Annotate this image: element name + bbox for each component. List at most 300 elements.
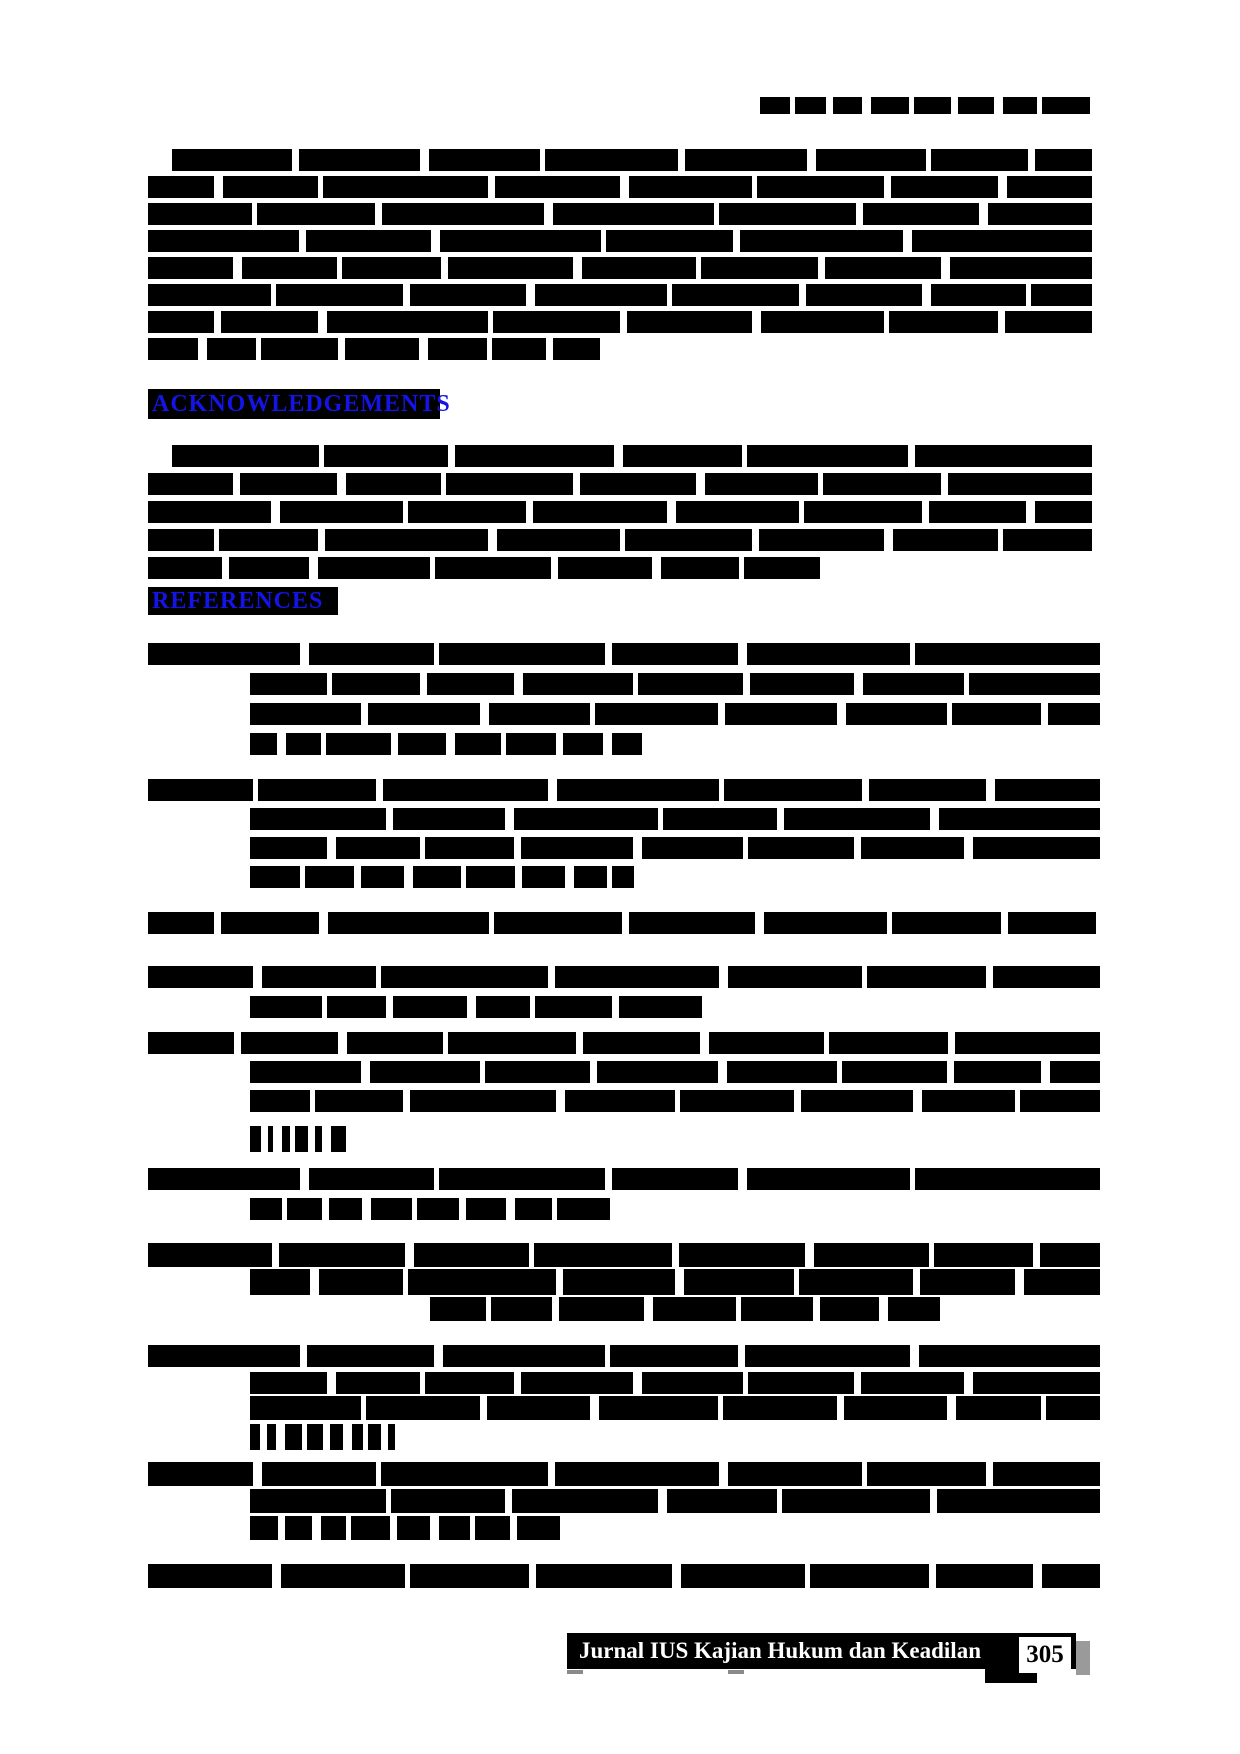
redaction-gap <box>1001 911 1008 935</box>
redaction-gap <box>739 556 744 580</box>
redaction-gap <box>612 995 619 1019</box>
redaction-gap <box>327 672 332 696</box>
redaction-gap <box>556 1268 563 1296</box>
redaction-gap <box>910 642 915 666</box>
redaction-gap <box>926 148 931 172</box>
redaction-gap <box>998 310 1005 334</box>
redaction-gap <box>854 1371 861 1395</box>
redaction-gap <box>544 202 553 226</box>
redaction-gap <box>777 807 784 831</box>
redaction-gap <box>214 911 221 935</box>
redaction-gap <box>403 500 408 524</box>
redaction-gap <box>947 702 952 726</box>
redaction-gap <box>696 256 701 280</box>
redaction-gap <box>488 310 493 334</box>
redaction-gap <box>622 911 629 935</box>
redacted-line-intro-paragraph <box>148 284 1092 306</box>
redacted-line-acknowledgements-paragraph <box>148 473 1092 495</box>
redaction-gap <box>743 1371 748 1395</box>
redaction-gap <box>941 472 948 496</box>
redaction-gap <box>391 732 398 756</box>
redaction-gap <box>887 911 892 935</box>
redaction-gap <box>743 672 750 696</box>
footer-shadow <box>1076 1641 1090 1675</box>
redaction-gap <box>929 1563 936 1589</box>
redaction-gap <box>546 337 553 361</box>
page-number-box <box>1019 1637 1071 1673</box>
redaction-gap <box>322 995 327 1019</box>
redacted-line-reference-entry-9 <box>250 1516 560 1540</box>
redacted-line-reference-entry-5 <box>148 1032 1100 1054</box>
redaction-gap <box>273 1125 282 1153</box>
redaction-gap <box>1033 1563 1042 1589</box>
redaction-gap <box>794 1089 801 1113</box>
redaction-gap <box>548 1461 555 1487</box>
redaction-gap <box>214 175 223 199</box>
redacted-line-intro-paragraph <box>148 338 600 360</box>
redaction-gap <box>487 337 492 361</box>
redaction-gap <box>565 865 574 889</box>
redaction-gap <box>607 865 612 889</box>
redacted-line-acknowledgements-paragraph <box>172 445 1092 467</box>
redaction-gap <box>252 202 257 226</box>
redaction-gap <box>319 444 324 468</box>
redaction-gap <box>430 556 435 580</box>
redaction-gap <box>461 865 466 889</box>
redacted-line-running-header <box>760 97 1090 114</box>
redaction-gap <box>837 1395 844 1421</box>
redaction-gap <box>510 1515 517 1541</box>
redaction-gap <box>675 1089 680 1113</box>
redaction-gap <box>1041 702 1048 726</box>
redaction-gap <box>310 1089 315 1113</box>
redaction-gap <box>552 1197 557 1221</box>
redaction-gap <box>376 778 383 802</box>
redaction-gap <box>590 702 595 726</box>
redaction-gap <box>501 732 506 756</box>
redaction-gap <box>327 836 336 860</box>
redaction-gap <box>403 1268 408 1296</box>
redaction-gap <box>620 528 625 552</box>
print-artifact <box>567 1670 583 1674</box>
redaction-gap <box>930 1488 937 1514</box>
redaction-gap <box>986 965 993 989</box>
redacted-line-reference-entry-6 <box>250 1198 610 1220</box>
redaction-gap <box>434 642 439 666</box>
redaction-gap <box>672 1242 679 1268</box>
redaction-gap <box>620 175 629 199</box>
redaction-gap <box>633 836 642 860</box>
redaction-gap <box>862 965 867 989</box>
print-artifact <box>728 1670 744 1674</box>
redaction-gap <box>321 732 326 756</box>
redacted-line-reference-entry-5 <box>250 1061 1100 1083</box>
redaction-gap <box>862 96 871 115</box>
acknowledgements-heading: ACKNOWLEDGEMENTS <box>148 389 440 419</box>
redaction-gap <box>590 1395 599 1421</box>
redaction-gap <box>752 175 757 199</box>
redaction-gap <box>799 283 806 307</box>
redacted-line-reference-entry-8 <box>250 1372 1100 1394</box>
redacted-line-reference-entry-8 <box>250 1424 395 1450</box>
redaction-gap <box>913 1268 920 1296</box>
journal-title: Jurnal IUS Kajian Hukum dan Keadilan <box>579 1638 981 1663</box>
redaction-gap <box>964 672 969 696</box>
redaction-gap <box>818 256 825 280</box>
redaction-gap <box>620 310 627 334</box>
redaction-gap <box>605 642 612 666</box>
redaction-gap <box>605 1167 612 1191</box>
footer-journal-bar <box>567 1633 1076 1669</box>
redacted-line-reference-entry-1 <box>250 703 1100 725</box>
redaction-gap <box>994 96 1003 115</box>
redaction-gap <box>529 1242 534 1268</box>
redaction-gap <box>794 1268 799 1296</box>
redaction-gap <box>441 256 448 280</box>
redaction-gap <box>922 283 931 307</box>
redaction-gap <box>282 1197 287 1221</box>
redaction-gap <box>548 965 555 989</box>
redaction-gap <box>514 836 521 860</box>
redaction-gap <box>515 865 522 889</box>
redaction-gap <box>678 148 685 172</box>
redaction-gap <box>947 1060 954 1084</box>
redaction-gap <box>718 702 725 726</box>
redaction-gap <box>813 1296 820 1322</box>
redaction-gap <box>551 556 558 580</box>
redaction-gap <box>361 1395 366 1421</box>
redaction-gap <box>300 865 305 889</box>
redacted-line-reference-entry-2 <box>250 808 1100 830</box>
redaction-gap <box>253 965 262 989</box>
redaction-gap <box>633 672 638 696</box>
redaction-gap <box>884 528 893 552</box>
redaction-gap <box>948 1031 955 1055</box>
redacted-line-intro-paragraph <box>148 176 1092 198</box>
redaction-gap <box>696 472 705 496</box>
redacted-line-reference-entry-1 <box>250 733 642 755</box>
redaction-gap <box>675 1268 684 1296</box>
redaction-gap <box>667 283 672 307</box>
redaction-gap <box>386 995 393 1019</box>
redacted-line-acknowledgements-paragraph <box>148 529 1092 551</box>
redacted-line-reference-entry-7 <box>250 1269 1100 1295</box>
redaction-gap <box>603 732 612 756</box>
redaction-gap <box>480 702 489 726</box>
redacted-line-intro-paragraph <box>148 230 1092 252</box>
redacted-line-reference-entry-4 <box>148 966 1100 988</box>
redacted-line-reference-entry-2 <box>250 866 634 888</box>
redaction-gap <box>672 1563 681 1589</box>
redacted-line-acknowledgements-paragraph <box>148 557 820 579</box>
redacted-line-acknowledgements-paragraph <box>148 501 1092 523</box>
redaction-gap <box>862 1461 867 1487</box>
redacted-line-reference-entry-4 <box>250 996 702 1018</box>
redaction-gap <box>1041 1060 1050 1084</box>
redaction-gap <box>733 229 740 253</box>
redaction-gap <box>573 256 582 280</box>
redaction-gap <box>903 229 912 253</box>
redaction-gap <box>338 1031 347 1055</box>
redaction-gap <box>420 672 427 696</box>
redacted-line-intro-paragraph <box>172 149 1092 171</box>
redaction-gap <box>312 1515 321 1541</box>
redaction-gap <box>540 148 545 172</box>
redaction-gap <box>805 1242 814 1268</box>
redacted-line-reference-entry-9 <box>250 1489 1100 1513</box>
redaction-gap <box>420 148 429 172</box>
redaction-gap <box>913 1089 922 1113</box>
redaction-gap <box>505 1488 512 1514</box>
redaction-gap <box>343 1423 352 1451</box>
redaction-gap <box>601 229 606 253</box>
redaction-gap <box>526 500 533 524</box>
redaction-gap <box>276 1423 285 1451</box>
redaction-gap <box>430 1515 439 1541</box>
redaction-gap <box>419 337 428 361</box>
redaction-gap <box>405 1563 410 1589</box>
redaction-gap <box>300 1344 307 1368</box>
redaction-gap <box>1028 148 1035 172</box>
redacted-line-reference-entry-8 <box>148 1345 1100 1367</box>
redaction-gap <box>319 911 328 935</box>
redaction-gap <box>862 778 869 802</box>
redaction-gap <box>337 472 346 496</box>
redaction-gap <box>998 175 1007 199</box>
redaction-gap <box>556 732 563 756</box>
redaction-gap <box>738 642 747 666</box>
redaction-gap <box>884 310 889 334</box>
redaction-gap <box>854 836 861 860</box>
redacted-line-reference-entry-5 <box>250 1126 346 1152</box>
redaction-gap <box>434 1167 439 1191</box>
redaction-gap <box>292 148 299 172</box>
redaction-gap <box>405 1242 414 1268</box>
redacted-line-reference-entry-1 <box>250 673 1100 695</box>
redaction-gap <box>986 778 995 802</box>
redaction-gap <box>403 283 410 307</box>
redaction-gap <box>719 965 728 989</box>
redaction-gap <box>278 1515 285 1541</box>
redaction-gap <box>505 807 514 831</box>
redaction-gap <box>362 1197 371 1221</box>
redaction-gap <box>361 702 368 726</box>
redaction-gap <box>941 256 950 280</box>
redaction-gap <box>386 807 393 831</box>
redaction-gap <box>700 1031 709 1055</box>
redaction-gap <box>738 1167 747 1191</box>
redaction-gap <box>308 1125 315 1153</box>
redaction-gap <box>318 528 325 552</box>
redaction-gap <box>964 1371 973 1395</box>
redaction-gap <box>318 175 323 199</box>
redaction-gap <box>480 1395 487 1421</box>
redaction-gap <box>658 1488 667 1514</box>
redaction-gap <box>910 1167 915 1191</box>
redaction-gap <box>658 807 663 831</box>
redaction-gap <box>777 1488 782 1514</box>
redaction-gap <box>879 1296 888 1322</box>
redaction-gap <box>412 1197 417 1221</box>
redaction-gap <box>346 1515 351 1541</box>
redaction-gap <box>480 1060 485 1084</box>
redaction-gap <box>322 1125 331 1153</box>
redaction-gap <box>261 1125 268 1153</box>
redaction-gap <box>719 778 724 802</box>
redaction-gap <box>752 528 759 552</box>
redaction-gap <box>488 528 497 552</box>
redaction-gap <box>837 1060 842 1084</box>
redaction-gap <box>271 283 276 307</box>
redaction-gap <box>909 96 914 115</box>
redacted-line-intro-paragraph <box>148 311 1092 333</box>
redaction-gap <box>272 1563 281 1589</box>
redaction-gap <box>253 1461 262 1487</box>
redaction-gap <box>253 778 258 802</box>
redaction-gap <box>1037 96 1042 115</box>
redacted-line-reference-entry-2 <box>148 779 1100 801</box>
redaction-gap <box>922 500 929 524</box>
redaction-gap <box>576 1031 583 1055</box>
redaction-gap <box>310 1268 319 1296</box>
redaction-gap <box>272 1242 279 1268</box>
redaction-gap <box>420 1371 425 1395</box>
redaction-gap <box>376 965 381 989</box>
redaction-gap <box>486 1296 491 1322</box>
redaction-gap <box>818 472 823 496</box>
redaction-gap <box>908 444 915 468</box>
redaction-gap <box>573 472 580 496</box>
redaction-gap <box>361 1060 370 1084</box>
redaction-gap <box>322 1197 329 1221</box>
redaction-gap <box>530 995 535 1019</box>
redaction-gap <box>470 1515 475 1541</box>
redacted-line-reference-entry-7 <box>430 1297 940 1321</box>
redaction-gap <box>300 1167 309 1191</box>
redaction-gap <box>910 1344 919 1368</box>
redaction-gap <box>826 96 833 115</box>
redaction-gap <box>318 310 327 334</box>
redaction-gap <box>234 1031 241 1055</box>
redaction-gap <box>514 1371 521 1395</box>
redaction-gap <box>964 836 973 860</box>
redaction-gap <box>386 1488 391 1514</box>
redaction-gap <box>327 1371 336 1395</box>
redaction-gap <box>214 310 221 334</box>
redaction-gap <box>590 1060 597 1084</box>
redaction-gap <box>718 1395 723 1421</box>
redaction-gap <box>431 229 440 253</box>
redaction-gap <box>755 911 764 935</box>
redaction-gap <box>644 1296 653 1322</box>
redaction-gap <box>214 528 219 552</box>
redaction-gap <box>986 1461 993 1487</box>
redaction-gap <box>446 732 455 756</box>
redacted-line-reference-entry-7 <box>148 1243 1100 1267</box>
redacted-line-reference-entry-6 <box>148 1168 1100 1190</box>
redacted-line-reference-entry-2 <box>250 837 1100 859</box>
redaction-gap <box>799 500 804 524</box>
redaction-gap <box>390 1515 397 1541</box>
redaction-gap <box>605 1344 610 1368</box>
redaction-gap <box>805 1563 810 1589</box>
redaction-gap <box>807 148 816 172</box>
redaction-gap <box>354 865 361 889</box>
redaction-gap <box>1026 283 1031 307</box>
redaction-gap <box>467 995 476 1019</box>
redacted-line-reference-entry-3 <box>148 912 1096 934</box>
redaction-gap <box>434 1344 443 1368</box>
redaction-gap <box>736 1296 741 1322</box>
redaction-gap <box>951 96 958 115</box>
redaction-gap <box>526 283 535 307</box>
redaction-gap <box>375 202 382 226</box>
redaction-gap <box>614 444 623 468</box>
redaction-gap <box>718 1060 727 1084</box>
redaction-gap <box>633 1371 642 1395</box>
redaction-gap <box>302 1423 307 1451</box>
redaction-gap <box>363 1423 368 1451</box>
redaction-gap <box>743 836 748 860</box>
redaction-gap <box>998 528 1003 552</box>
redaction-gap <box>403 1089 410 1113</box>
redaction-gap <box>652 556 661 580</box>
redaction-gap <box>420 836 425 860</box>
redaction-gap <box>947 1395 956 1421</box>
redaction-gap <box>752 310 761 334</box>
redaction-gap <box>856 202 863 226</box>
redacted-line-reference-entry-8 <box>250 1396 1100 1420</box>
redaction-gap <box>714 202 719 226</box>
redaction-gap <box>1026 500 1035 524</box>
redaction-gap <box>256 337 261 361</box>
redaction-gap <box>441 472 446 496</box>
redacted-line-reference-entry-10 <box>148 1564 1100 1588</box>
redaction-gap <box>323 1423 330 1451</box>
redaction-gap <box>1041 1395 1046 1421</box>
redaction-gap <box>337 256 342 280</box>
redaction-gap <box>488 175 495 199</box>
redaction-gap <box>338 337 345 361</box>
redaction-gap <box>667 500 676 524</box>
redaction-gap <box>552 1296 559 1322</box>
references-heading: REFERENCES <box>148 587 338 615</box>
redaction-gap <box>548 778 557 802</box>
redaction-gap <box>277 732 286 756</box>
redaction-gap <box>271 500 280 524</box>
redaction-gap <box>979 202 988 226</box>
redaction-gap <box>824 1031 829 1055</box>
redaction-gap <box>222 556 229 580</box>
redacted-line-reference-entry-9 <box>148 1462 1100 1486</box>
redaction-gap <box>376 1461 381 1487</box>
redacted-line-reference-entry-5 <box>250 1090 1100 1112</box>
redaction-gap <box>837 702 846 726</box>
redaction-gap <box>719 1461 728 1487</box>
redaction-gap <box>443 1031 448 1055</box>
redaction-gap <box>459 1197 466 1221</box>
redaction-gap <box>300 642 309 666</box>
redaction-gap <box>233 256 242 280</box>
redacted-line-intro-paragraph <box>148 203 1092 225</box>
redaction-gap <box>1033 1242 1040 1268</box>
redaction-gap <box>884 175 891 199</box>
redaction-gap <box>556 1089 565 1113</box>
redaction-gap <box>260 1423 267 1451</box>
redaction-gap <box>514 672 523 696</box>
redaction-gap <box>1015 1089 1020 1113</box>
redaction-gap <box>1015 1268 1024 1296</box>
